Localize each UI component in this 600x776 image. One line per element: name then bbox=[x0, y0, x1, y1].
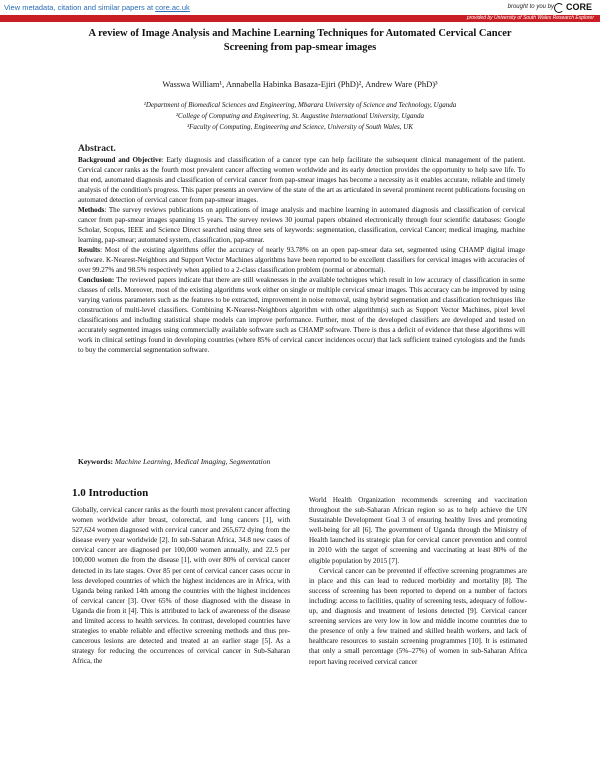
provided-by-text: provided by University of South Wales Research Explorer bbox=[466, 15, 594, 21]
abstract-conclusion bbox=[78, 275, 525, 355]
keywords bbox=[78, 457, 525, 466]
right-column bbox=[309, 495, 527, 667]
right-column-paragraph-1: World Health Organization recommends screening and vaccination throughout the sub-Saharan African region so as to help achieve the UN Sustainable Development Goal 3 of ensuring healthy lives and promoting well-being for all [6]. The government of Uganda through the Ministry of Health launched its strategic plan for cervical cancer prevention and control in 2010 with the target of screening and vaccinating at least 80% of the eligible population by 2015 [7]. bbox=[309, 496, 527, 565]
abstract-methods bbox=[78, 205, 525, 245]
results-text: : Most of the existing algorithms offer the accuracy of nearly 93.78% on an open pap-smear data set, segmented using CHAMP digital image software. K-Nearest-Neighbors and Support Vector Machines algorithms have been reported to be excellent classifiers for cervical images with accuracies of over 99.27% and 98.5% respectively when applied to a 2-class classification problem (normal or abnormal). bbox=[78, 246, 525, 274]
authors: Wasswa William¹, Annabella Habinka Basaza-Ejiri (PhD)², Andrew Ware (PhD)³ bbox=[162, 79, 438, 89]
keywords-text: Machine Learning, Medical Imaging, Segmentation bbox=[113, 457, 271, 466]
title-line-2: Screening from pap-smear images bbox=[223, 42, 377, 53]
right-column-paragraph-2: Cervical cancer can be prevented if effective screening programmes are in place and this can lead to reduced morbidity and mortality [8]. The success of screening has been reported to depend on a number of factors including: access to facilities, quality of screening tests, adequacy of follow-up, and diagnosis and treatment of lesions detected [9]. Cervical cancer screening services are very low in low and middle income countries due to the presence of only a few trained and skilled health workers, and lack of healthcare resources to sustain screening programmes [10]. It is estimated that only a small percentage (5%–27%) of women in sub-Saharan Africa report having received cervical cancer bbox=[309, 566, 527, 666]
keywords-label: Keywords: bbox=[78, 457, 113, 466]
affiliation-1: ¹Department of Biomedical Sciences and Engineering, Mbarara University of Science and Technology, Uganda bbox=[143, 101, 457, 109]
core-banner bbox=[0, 0, 600, 14]
abstract-heading: Abstract. bbox=[78, 144, 116, 154]
conclusion-text: The reviewed papers indicate that there are still weaknesses in the available techniques which result in low accuracy of classification in some classes of cells. Moreover, most of the existing algorithms work either on single or multiple cervical smear images. This accuracy can be improved by using varying various parameters such as the features to be extracted, improvement in noise removal, using hybrid segmentation and classification techniques like construction of multi-level classifiers. Combining K-Nearest-Neighbors algorithm with other algorithm(s) such as Support Vector Machines, pixel level classifications and including statistical shape models can improve performance. Further, most of the developed classifiers are developed and tested on accurately segmented images using commercially available software such as CHAMP software. There is thus a deficit of evidence that these algorithms will work in clinical settings found in developing countries (where 85% of cervical cancer incidences occur) that lack sufficient trained cytologists and the funds to buy the commercial segmentation software. bbox=[78, 276, 525, 354]
abstract-results bbox=[78, 245, 525, 275]
abstract-background bbox=[78, 155, 525, 205]
affiliation-3: ³Faculty of Computing, Engineering and Science, University of South Wales, UK bbox=[187, 123, 413, 131]
section-title: 1.0 Introduction bbox=[72, 487, 149, 499]
left-column-paragraph: Globally, cervical cancer ranks as the fourth most prevalent cancer affecting women worldwide after breast, colorectal, and lung cancers [1], with 527,624 women diagnosed with cervical cancer and 265,672 dying from the disease every year worldwide [2]. In sub-Saharan Africa, 34.8 new cases of cervical cancer are diagnosed per 100,000 women annually, and 22.5 per 100,000 women die from the disease [1], with over 80% of cervical cancer detected in its late stages. Over 85 per cent of cervical cancer cases occur in less developed countries of which the highest incidences are in Africa, with Uganda being ranked 14th among the countries with the highest incidences of cervical cancer [3]. Over 65% of those diagnosed with the disease in Uganda die from it [4]. This is attributed to lack of awareness of the disease and limited access to health services. In contrast, developed countries have strategies to enable reliable and effective screening methods and thus pre-cancerous lesions are detected and treated at an earlier stage [5]. As a strategy for reducing the occurrences of cervical cancer in Sub-Saharan Africa, the bbox=[72, 506, 290, 666]
brought-to-you-text: brought to you by bbox=[507, 4, 554, 10]
methods-text: : The survey reviews publications on applications of image analysis and machine learning in automated diagnosis and classification of cervical cancer from pap-smear images spanning 15 years. The survey reviews 30 journal papers obtained electronically through four scientific databases: Google Scholar, Scopus, IEEE and Science Direct searched using three sets of keywords: segmentation, classification, cervical Cancer; medical imaging, machine learning, pap-smear; automated system, classification, pap-smear. bbox=[78, 206, 525, 244]
abstract-body bbox=[78, 155, 525, 355]
core-link[interactable]: core.ac.uk bbox=[155, 3, 190, 12]
view-metadata-text: View metadata, citation and similar papers at core.ac.uk bbox=[4, 3, 190, 12]
core-logo[interactable]: CORE bbox=[554, 2, 592, 13]
methods-label: Methods bbox=[78, 206, 105, 214]
core-logo-icon bbox=[554, 3, 564, 13]
conclusion-label: Conclusion: bbox=[78, 276, 115, 284]
affiliation-2: ²College of Computing and Engineering, St. Augustine International University, Uganda bbox=[175, 112, 425, 120]
background-label: Background and Objective bbox=[78, 156, 162, 164]
background-text: : Early diagnosis and classification of a cancer type can help facilitate the subsequent clinical management of the patient. Cervical cancer ranks as the fourth most prevalent cancer affecting women worldwide and its early detection provides the opportunity to help save life. To that end, automated diagnosis and classification of cervical cancer from pap-smear images has become a necessity as it enables accurate, reliable and timely analysis of the condition's progress. This paper presents an overview of the state of the art as articulated in several prominent recent publications focusing on automated detection of cervical cancer from pap-smear images. bbox=[78, 156, 525, 204]
left-column bbox=[72, 505, 290, 667]
results-label: Results bbox=[78, 246, 101, 254]
title-line-1: A review of Image Analysis and Machine Learning Techniques for Automated Cervical Cancer bbox=[88, 28, 512, 39]
paper-title bbox=[70, 27, 530, 55]
